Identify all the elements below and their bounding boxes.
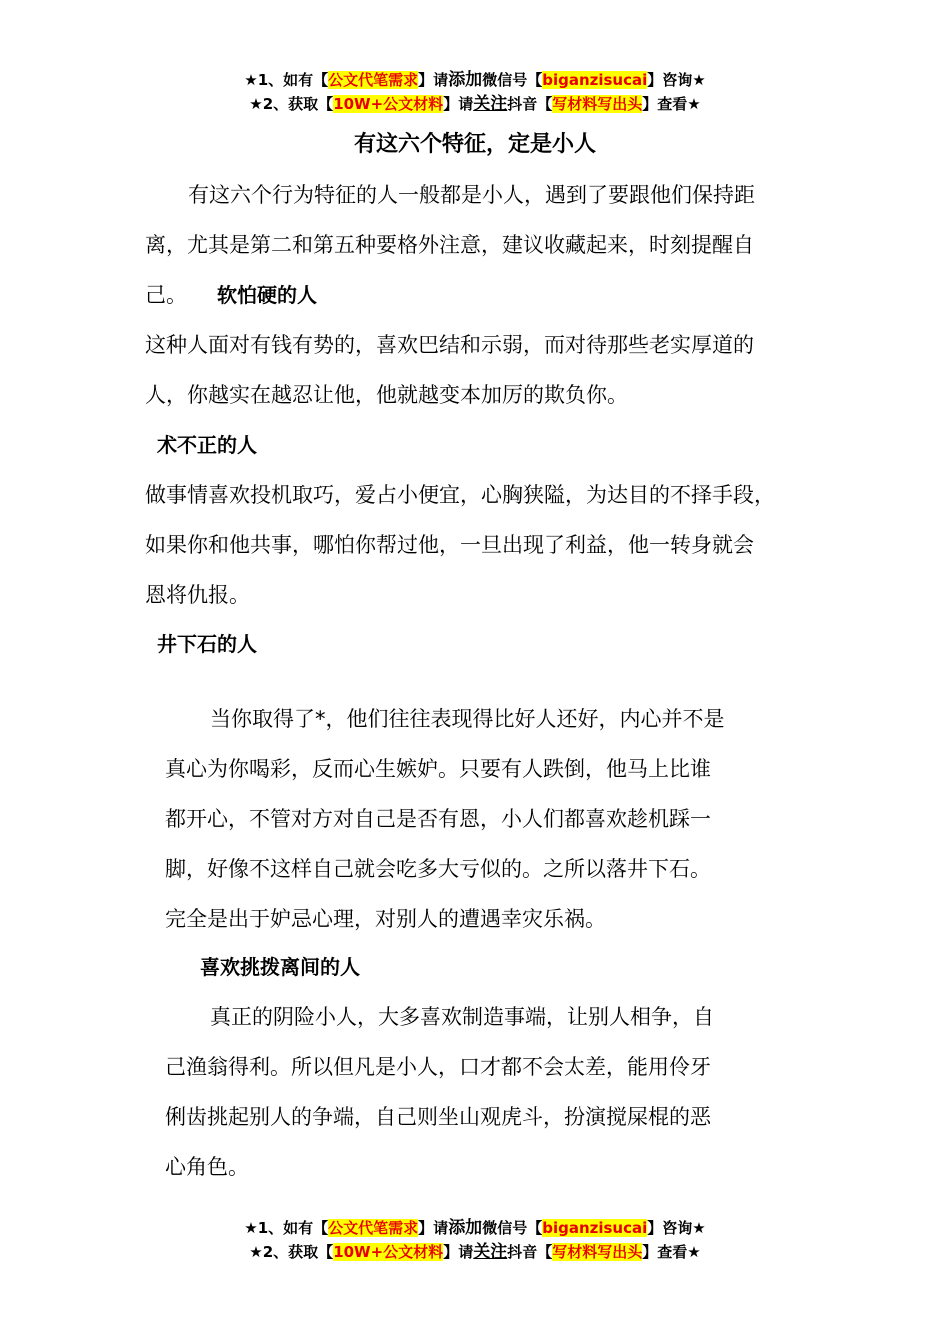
- banner-text: 】请: [443, 95, 474, 113]
- banner-highlight: 公文代笔需求: [328, 1219, 419, 1237]
- banner-highlight: 10W+公文材料: [333, 1243, 444, 1261]
- intro-line-2: 离，尤其是第二和第五种要格外注意，建议收藏起来，时刻提醒自: [145, 233, 754, 257]
- intro-line-3: [145, 270, 317, 320]
- sec3-line-2: 真心为你喝彩，反而心生嫉妒。只要有人跌倒，他马上比谁: [165, 757, 711, 781]
- banner-emphasis: 添加: [448, 70, 483, 90]
- banner-line-2: [0, 1240, 950, 1264]
- sec2-line-1: 做事情喜欢投机取巧，爱占小便宜，心胸狭隘，为达目的不择手段，: [145, 483, 775, 507]
- banner-line-1: [0, 68, 950, 92]
- sec3-line-1: 当你取得了*，他们往往表现得比好人还好，内心并不是: [210, 707, 725, 731]
- sec2-line-2: 如果你和他共事，哪怕你帮过他，一旦出现了利益，他一转身就会: [145, 533, 754, 557]
- banner-highlight: 10W+公文材料: [333, 95, 444, 113]
- banner-text: ★2、获取【: [249, 1243, 334, 1261]
- banner-text: 】咨询★: [647, 1219, 706, 1237]
- section-heading-2: 术不正的人: [157, 433, 257, 457]
- sec3-line-4: 脚，好像不这样自己就会吃多大亏似的。之所以落井下石。: [165, 857, 711, 881]
- sec4-line-3: 俐齿挑起别人的争端，自己则坐山观虎斗，扮演搅屎棍的恶: [165, 1105, 711, 1129]
- intro-text: 己。: [145, 283, 187, 307]
- banner-text: ★1、如有【: [244, 1219, 329, 1237]
- section-heading-3: 井下石的人: [157, 632, 257, 656]
- banner-text: ★1、如有【: [244, 71, 329, 89]
- banner-text: 】查看★: [642, 95, 701, 113]
- top-banner: [0, 68, 950, 116]
- banner-text: 】咨询★: [647, 71, 706, 89]
- intro-line-1: 有这六个行为特征的人一般都是小人，遇到了要跟他们保持距: [188, 183, 755, 207]
- banner-text: 微信号【: [482, 1219, 543, 1237]
- banner-line-1: [0, 1216, 950, 1240]
- banner-highlight: biganzisucai: [542, 71, 648, 89]
- banner-text: 】请: [443, 1243, 474, 1261]
- sec3-line-5: 完全是出于妒忌心理，对别人的遭遇幸灾乐祸。: [165, 907, 606, 931]
- banner-emphasis: 关注: [473, 94, 508, 114]
- banner-highlight: 写材料写出头: [552, 95, 643, 113]
- banner-highlight: 写材料写出头: [552, 1243, 643, 1261]
- sec1-line-1: 这种人面对有钱有势的，喜欢巴结和示弱，而对待那些老实厚道的: [145, 333, 754, 357]
- sec4-line-4: 心角色。: [165, 1155, 249, 1179]
- banner-text: 】查看★: [642, 1243, 701, 1261]
- sec2-line-3: 恩将仇报。: [145, 583, 250, 607]
- banner-text: 抖音【: [507, 1243, 553, 1261]
- bottom-banner: [0, 1216, 950, 1264]
- section-heading-4: 喜欢挑拨离间的人: [200, 955, 360, 979]
- sec3-line-3: 都开心，不管对方对自己是否有恩，小人们都喜欢趁机踩一: [165, 807, 711, 831]
- banner-text: 抖音【: [507, 95, 553, 113]
- banner-text: ★2、获取【: [249, 95, 334, 113]
- sec1-line-2: 人，你越实在越忍让他，他就越变本加厉的欺负你。: [145, 383, 628, 407]
- banner-text: 】请: [418, 71, 449, 89]
- banner-emphasis: 关注: [473, 1242, 508, 1262]
- banner-highlight: 公文代笔需求: [328, 71, 419, 89]
- section-heading-1: 软怕硬的人: [217, 283, 317, 307]
- banner-text: 】请: [418, 1219, 449, 1237]
- banner-text: 微信号【: [482, 71, 543, 89]
- sec4-line-1: 真正的阴险小人，大多喜欢制造事端，让别人相争，自: [210, 1005, 714, 1029]
- document-title: 有这六个特征，定是小人: [353, 132, 596, 157]
- banner-line-2: [0, 92, 950, 116]
- banner-emphasis: 添加: [448, 1218, 483, 1238]
- banner-highlight: biganzisucai: [542, 1219, 648, 1237]
- sec4-line-2: 己渔翁得利。所以但凡是小人，口才都不会太差，能用伶牙: [165, 1055, 711, 1079]
